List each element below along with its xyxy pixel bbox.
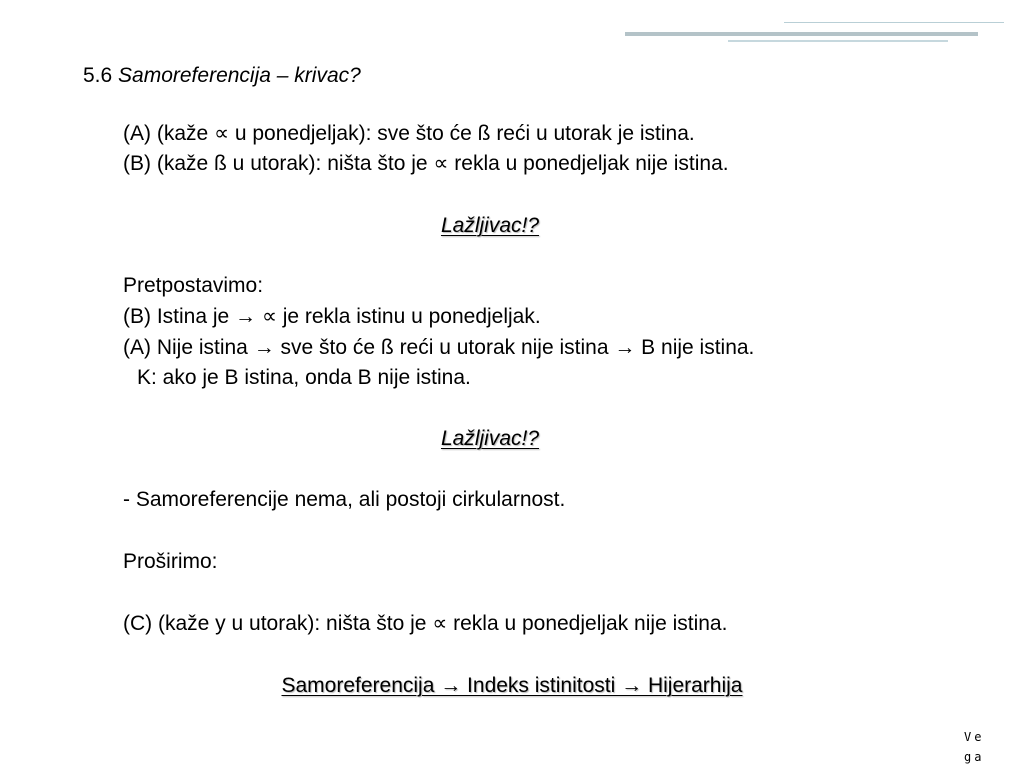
- assume-b-line: (B) Istina je → ∝ je rekla istinu u ponedjeljak.: [123, 305, 541, 328]
- liar-heading-1: Lažljivac!?: [440, 214, 540, 237]
- consequence-line: K: ako je B istina, onda B nije istina.: [137, 366, 471, 389]
- conclusion-line: - Samoreferencije nema, ali postoji cirkularnost.: [123, 488, 566, 511]
- extend-label: Proširimo:: [123, 550, 218, 573]
- assume-a-line: (A) Nije istina → sve što će ß reći u utorak nije istina → B nije istina.: [123, 336, 755, 359]
- title-topic: Samoreferencija – krivac?: [118, 64, 361, 87]
- title-number: 5.6: [83, 64, 119, 87]
- decor-line-bottom: [728, 40, 948, 42]
- assume-label: Pretpostavimo:: [123, 274, 264, 297]
- summary-line: Samoreferencija → Indeks istinitosti → Hijerarhija: [281, 674, 743, 697]
- liar-heading-2: Lažljivac!?: [440, 427, 540, 450]
- decor-line-middle: [625, 32, 978, 36]
- statement-a: (A) (kaže ∝ u ponedjeljak): sve što će ß reći u utorak je istina.: [123, 122, 695, 145]
- statement-c: (C) (kaže y u utorak): ništa što je ∝ rekla u ponedjeljak nije istina.: [123, 612, 728, 635]
- decor-line-top: [784, 22, 1004, 23]
- footer-author: Vega: [964, 730, 985, 764]
- statement-b: (B) (kaže ß u utorak): ništa što je ∝ rekla u ponedjeljak nije istina.: [123, 152, 729, 175]
- slide-title: [83, 64, 361, 88]
